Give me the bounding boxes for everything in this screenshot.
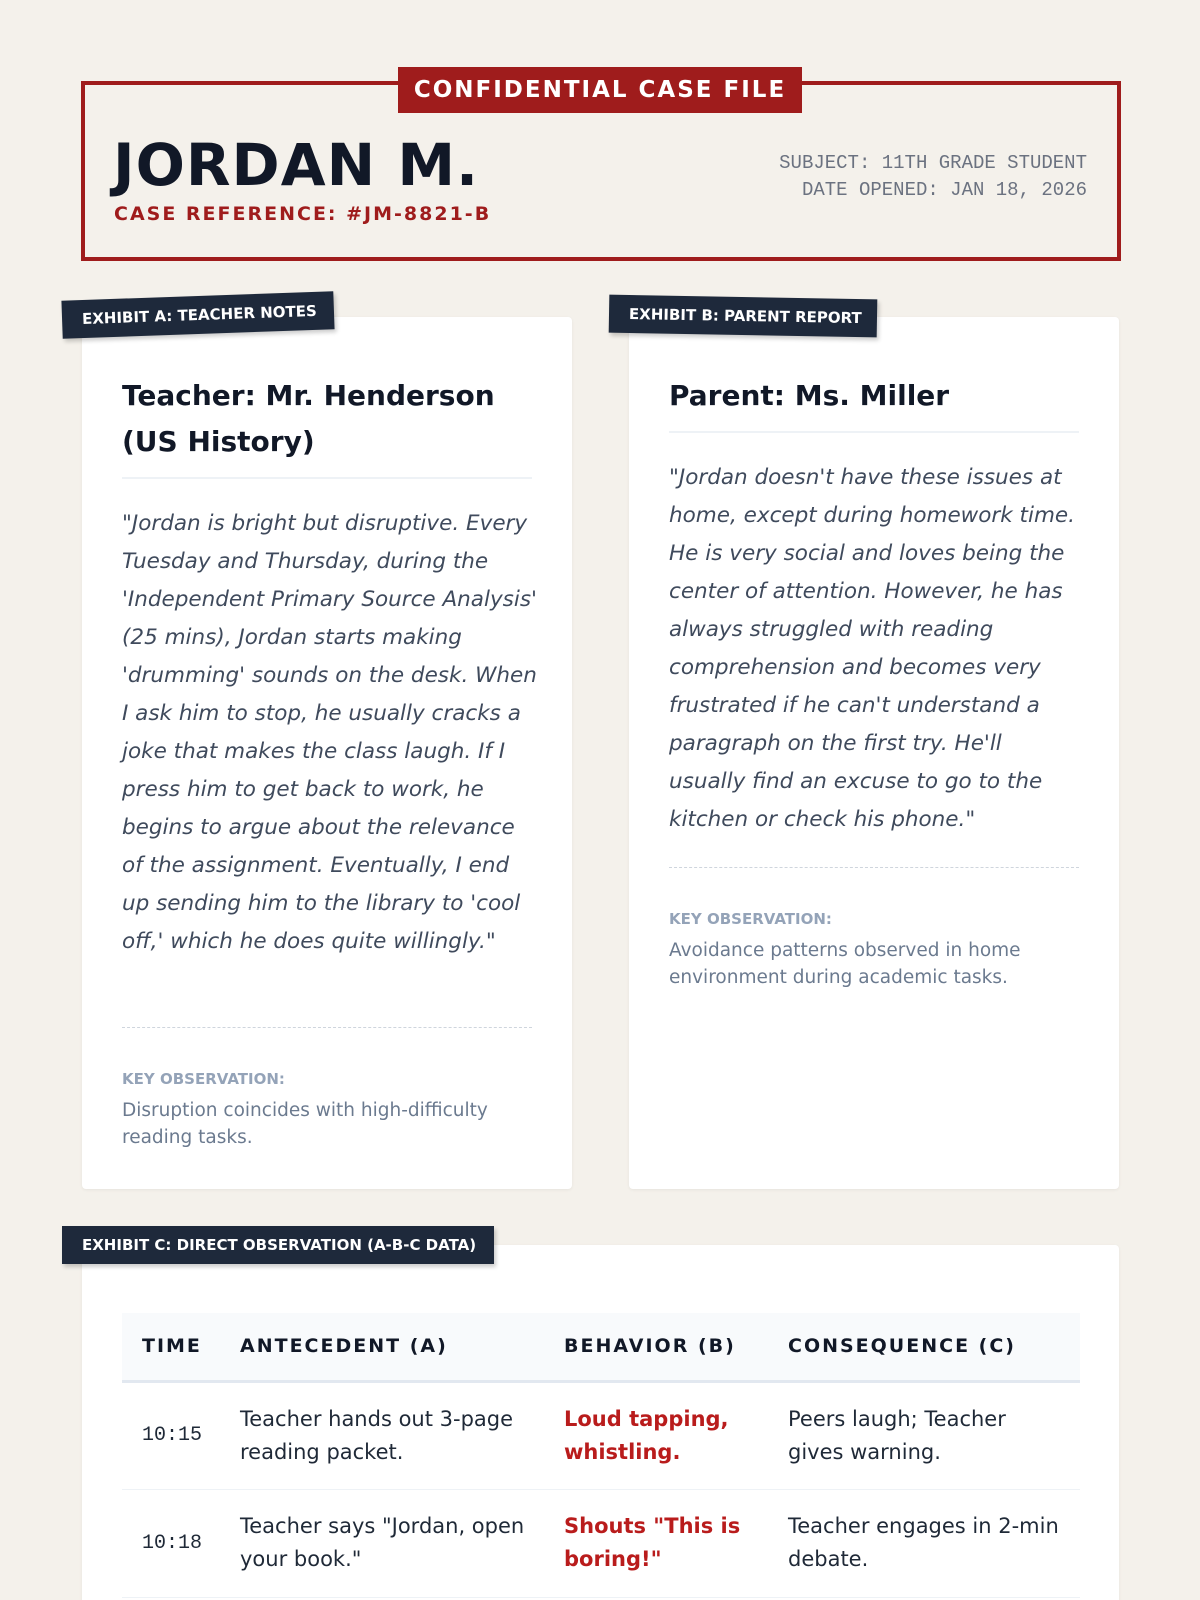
- behavior-cell: Loud tapping, whistling.: [544, 1381, 768, 1489]
- column-header-behavior: BEHAVIOR (B): [564, 1335, 736, 1358]
- exhibit-b-card: [629, 317, 1119, 1189]
- student-name: JORDAN M.: [113, 131, 480, 199]
- divider: [122, 477, 532, 479]
- exhibit-a-tag: EXHIBIT A: TEACHER NOTES: [61, 291, 334, 338]
- exhibit-a-title: Teacher: Mr. Henderson (US History): [122, 379, 495, 458]
- exhibit-c-tag: EXHIBIT C: DIRECT OBSERVATION (A-B-C DATA): [62, 1226, 494, 1264]
- teacher-quote: "Jordan is bright but disruptive. Every Tuesday and Thursday, during the 'Independent Primary Source Analysis' (25 mins), Jordan starts making 'drumming' sounds on the desk. When I ask him to stop, he usually cracks a joke that makes the class laugh. If I press him to get back to work, he begins to argue about the relevance of the assignment. Eventually, I end up sending him to the library to 'cool off,' which he does quite willingly.": [122, 511, 537, 954]
- exhibit-a-card: [82, 317, 572, 1189]
- time-cell: 10:15: [122, 1381, 220, 1489]
- abc-data-table: [122, 1313, 1080, 1598]
- exhibit-c-card: [82, 1245, 1119, 1600]
- behavior-cell: Shouts "This is boring!": [544, 1489, 768, 1597]
- exhibit-b-tag: EXHIBIT B: PARENT REPORT: [609, 295, 878, 338]
- observation-text: Disruption coincides with high-difficulty reading tasks.: [122, 1100, 488, 1148]
- column-header-consequence: CONSEQUENCE (C): [788, 1335, 1016, 1358]
- date-opened-line: DATE OPENED: JAN 18, 2026: [801, 179, 1087, 201]
- observation-label: KEY OBSERVATION:: [669, 910, 832, 928]
- antecedent-cell: Teacher says "Jordan, open your book.": [220, 1489, 544, 1597]
- observation-text: Avoidance patterns observed in home environment during academic tasks.: [669, 940, 1021, 988]
- divider: [669, 867, 1079, 868]
- time-cell: 10:18: [122, 1489, 220, 1597]
- table-row: [122, 1489, 1080, 1597]
- observation-label: KEY OBSERVATION:: [122, 1070, 285, 1088]
- divider: [122, 1027, 532, 1028]
- subject-line: SUBJECT: 11TH GRADE STUDENT: [779, 152, 1087, 174]
- consequence-cell: Peers laugh; Teacher gives warning.: [768, 1381, 1080, 1489]
- case-reference: CASE REFERENCE: #JM-8821-B: [114, 203, 492, 225]
- case-meta: [779, 150, 1087, 204]
- table-header-row: [122, 1313, 1080, 1381]
- parent-quote: "Jordan doesn't have these issues at home, except during homework time. He is very social and loves being the center of attention. However, he has always struggled with reading comprehension and becomes very frustrated if he can't understand a paragraph on the first try. He'll usually find an excuse to go to the kitchen or check his phone.": [669, 465, 1075, 832]
- divider: [669, 431, 1079, 433]
- confidential-tab: CONFIDENTIAL CASE FILE: [398, 67, 802, 113]
- consequence-cell: Teacher engages in 2-min debate.: [768, 1489, 1080, 1597]
- column-header-antecedent: ANTECEDENT (A): [240, 1335, 448, 1358]
- antecedent-cell: Teacher hands out 3-page reading packet.: [220, 1381, 544, 1489]
- exhibit-b-title: Parent: Ms. Miller: [669, 379, 950, 412]
- table-row: [122, 1381, 1080, 1489]
- column-header-time: TIME: [142, 1335, 202, 1358]
